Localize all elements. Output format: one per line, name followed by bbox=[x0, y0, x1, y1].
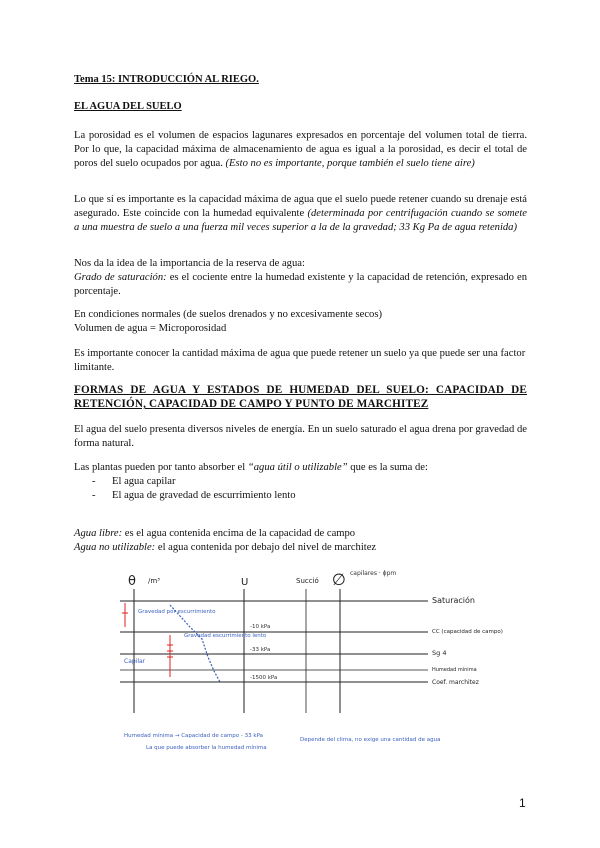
paragraph-agua-util: Las plantas pueden por tanto absorber el “agua útil o utilizable” que es la suma de: bbox=[74, 462, 428, 473]
fig-col-units: /m³ bbox=[148, 577, 160, 585]
fig-value-3: -1500 kPa bbox=[250, 675, 278, 681]
section-title-agua-del-suelo: EL AGUA DEL SUELO bbox=[74, 101, 182, 112]
list-item: - El agua de gravedad de escurrimiento lento bbox=[92, 490, 296, 501]
fig-right-cc: CC (capacidad de campo) bbox=[432, 629, 503, 635]
paragraph-condiciones-normales: En condiciones normales (de suelos drenados y no excesivamente secos) Volumen de agua = Microporosidad bbox=[74, 309, 383, 334]
section-title-formas-de-agua: FORMAS DE AGUA Y ESTADOS DE HUMEDAD DEL SUELO: CAPACIDAD DE RETENCIÓN, CAPACIDAD DE CAMPO Y PUNTO DE MARCHITEZ bbox=[74, 384, 527, 410]
fig-water-curve bbox=[170, 605, 220, 682]
fig-col-phi: ∅ bbox=[332, 570, 346, 589]
soil-water-diagram bbox=[110, 565, 510, 765]
paragraph-cantidad-maxima: Es importante conocer la cantidad máxima de agua que puede retener un suelo ya que puede ser una factor limitante. bbox=[74, 348, 526, 373]
fig-label-capilar: Capilar bbox=[124, 658, 146, 665]
paragraph-capacidad-maxima: Lo que sí es importante es la capacidad máxima de agua que el suelo puede retener cuando su drenaje está asegurado. Este coincide con la humedad equivalente (determinada por centrifugación cuando se somete a una muestra de suelo a una fuerza mil veces superior a la de la gravedad; 33 Kg Pa de agua retenida) bbox=[74, 194, 528, 233]
definitions bbox=[74, 527, 527, 555]
fig-col-u: U bbox=[241, 577, 249, 588]
fig-label-gravity-slow: Gravedad escurrimiento lento bbox=[184, 633, 267, 639]
fig-col-phi-note: capilares · ϕpm bbox=[350, 570, 397, 577]
page-number: 1 bbox=[519, 796, 526, 810]
fig-label-gravity: Gravedad por escurrimiento bbox=[138, 609, 216, 615]
paragraph-niveles-energia: El agua del suelo presenta diversos niveles de energía. En un suelo saturado el agua drena por gravedad de forma natural. bbox=[74, 424, 527, 449]
list-item: - El agua capilar bbox=[92, 476, 176, 487]
fig-foot-right: Depende del clima, no exige una cantidad de agua bbox=[300, 737, 441, 743]
paragraph-grado-saturacion: Nos da la idea de la importancia de la reserva de agua: Grado de saturación: es el cociente entre la humedad existente y la capacidad de retención, expresado en porcentaje. bbox=[74, 258, 527, 297]
paragraph-porosidad: La porosidad es el volumen de espacios lagunares expresados en porcentaje del volumen total de tierra. Por lo que, la capacidad máxima de almacenamiento de agua es igual a la porosidad, es decir el total de poros del suelo ocupados por agua. (Esto no es importante, porque también el suelo tiene aire) bbox=[74, 130, 527, 169]
fig-value-1: -10 kPa bbox=[250, 624, 271, 630]
definition-agua-no-utilizable: Agua no utilizable: el agua contenida por debajo del nivel de marchitez bbox=[74, 542, 377, 553]
fig-col-succion: Succió bbox=[296, 577, 319, 585]
fig-col-theta: θ bbox=[128, 574, 136, 589]
definition-agua-libre: Agua libre: es el agua contenida encima de la capacidad de campo bbox=[74, 528, 356, 539]
fig-value-2: -33 kPa bbox=[250, 647, 271, 653]
topic-heading: Tema 15: INTRODUCCIÓN AL RIEGO. bbox=[74, 74, 259, 85]
fig-right-sg: Sg 4 bbox=[432, 649, 447, 657]
fig-right-humedad: Humedad mínima bbox=[432, 667, 477, 673]
bullet-list bbox=[92, 475, 296, 503]
fig-foot-left-2: La que puede absorber la humedad mínima bbox=[146, 745, 267, 751]
fig-foot-left-1: Humedad mínima → Capacidad de campo - 33 kPa bbox=[124, 733, 264, 739]
fig-right-marchitez: Coef. marchitez bbox=[432, 679, 479, 686]
fig-right-saturacion: Saturación bbox=[432, 596, 475, 605]
